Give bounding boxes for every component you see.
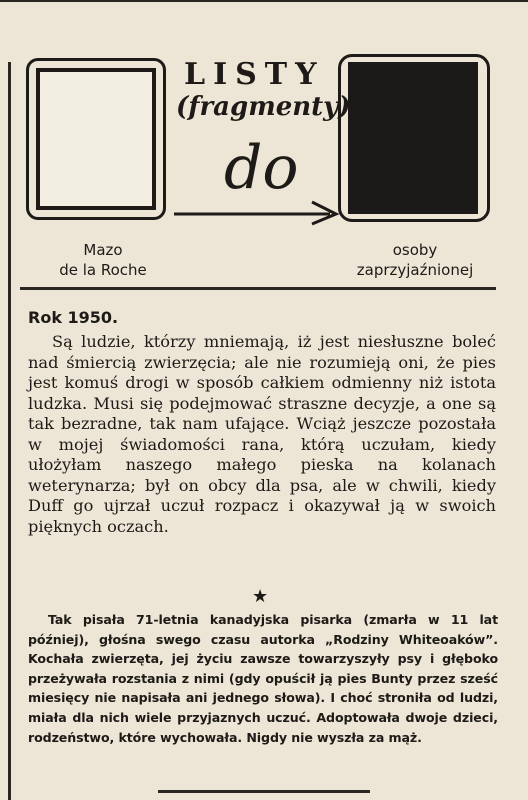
arrow-right-icon — [172, 196, 342, 228]
section-divider — [20, 287, 496, 290]
year-heading: Rok 1950. — [28, 308, 119, 327]
bottom-rule — [158, 790, 370, 793]
author-name-line2: de la Roche — [59, 261, 147, 279]
left-column-rule — [8, 62, 11, 800]
recipient-caption — [330, 240, 500, 280]
editorial-note: Tak pisała 71-letnia kanadyjska pisarka (zmarła w 11 lat później), głośna swego czasu autorka „Rodziny Whiteoaków”. Kochała zwierzęta, jej życiu zawsze towarzyszyły psy i głęboko przeżywała rozstania z nimi (gdy opuścił ją pies Bunty przez sześć miesięcy nie napisała ani jednego słowa). I choć stroniła od ludzi, miała dla nich wiele przyjaznych uczuć. Adoptowała dwoje dzieci, rodzeństwo, które wychowała. Nigdy nie wyszła za mąż. — [28, 612, 498, 745]
sender-frame-blank — [36, 68, 156, 210]
author-name-line1: Mazo — [83, 241, 123, 259]
author-caption — [28, 240, 178, 280]
top-rule — [0, 0, 528, 2]
title-connector: do — [224, 133, 299, 203]
page-subtitle: (fragmenty) — [176, 92, 351, 122]
recipient-frame-dark — [348, 62, 478, 214]
page-title: LISTY — [184, 57, 325, 92]
letter-body: Są ludzie, którzy mniemają, iż jest niesłuszne boleć nad śmiercią zwierzęcia; ale nie rozumieją oni, że pies jest komuś drogi w sposób całkiem odmienny niż istota ludzka. Musi się podejmować straszne decyzje, a one są tak bezradne, tak nam ufające. Wciąż jeszcze pozostała w mojej świadomości rana, którą uczułam, kiedy ułożyłam naszego małego pieska na kolanach weterynarza; był on obcy dla psa, ale w chwili, kiedy Duff go ujrzał uczuł rozpacz i okazywał ją w swoich pięknych oczach. — [28, 332, 496, 536]
recipient-line2: zaprzyjaźnionej — [356, 261, 474, 279]
recipient-line1: osoby — [392, 241, 438, 259]
star-separator-icon: ★ — [252, 586, 269, 607]
